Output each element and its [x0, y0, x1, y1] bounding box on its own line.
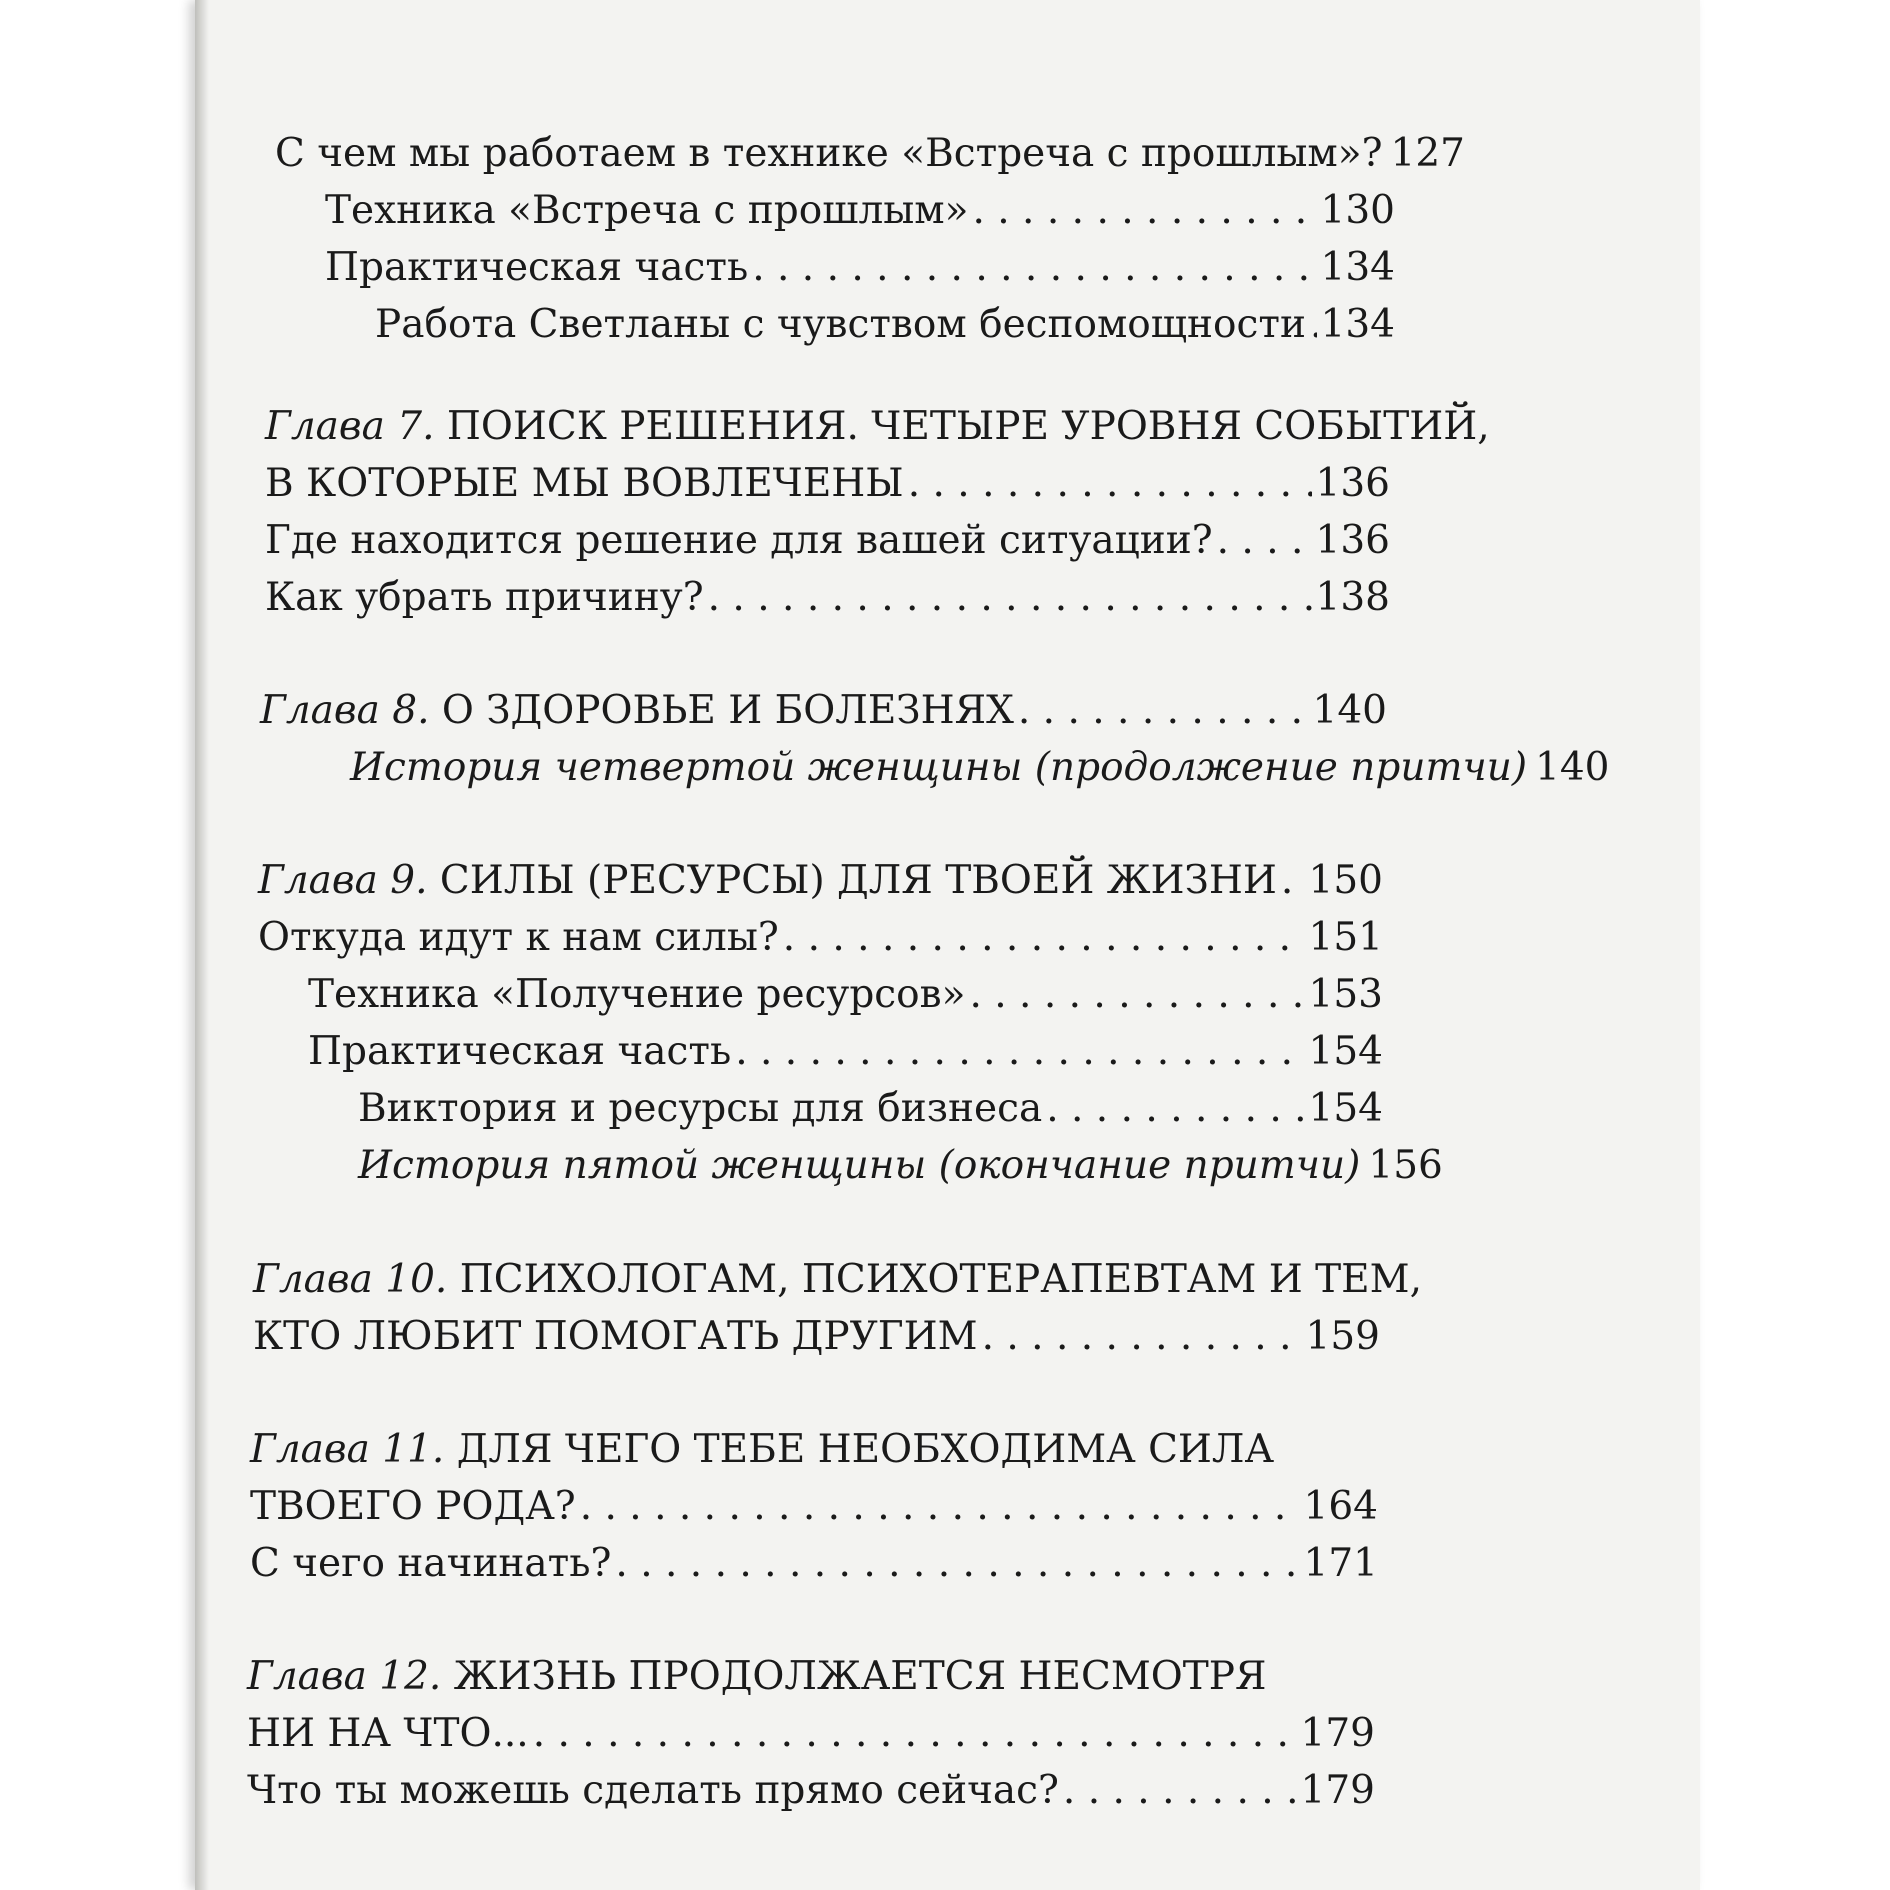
toc-page-number: 130 [1320, 188, 1395, 233]
chapter-label: Глава 9. [258, 858, 428, 903]
chapter-label: Глава 8. [260, 688, 430, 733]
leader-dots [580, 1478, 1300, 1535]
toc-entry-title: Практическая часть [308, 1029, 732, 1074]
toc-page-number: 154 [1308, 1029, 1383, 1074]
leader-dots [969, 966, 1304, 1023]
leader-dots [1063, 1762, 1297, 1819]
toc-entry [258, 909, 1383, 966]
chapter-title: ДЛЯ ЧЕГО ТЕБЕ НЕОБХОДИМА СИЛА [456, 1427, 1275, 1472]
toc-page-number: 136 [1315, 518, 1390, 563]
toc-entry [275, 125, 1465, 182]
toc-entry [250, 1535, 1378, 1592]
chapter-label: Глава 11. [250, 1427, 445, 1472]
chapter-label: Глава 7. [265, 404, 435, 449]
toc-entry [325, 182, 1395, 239]
toc-page-number: 150 [1308, 858, 1383, 903]
toc-entry [247, 1762, 1375, 1819]
toc-page-number: 127 [1390, 131, 1465, 176]
toc-entry-title: Практическая часть [325, 245, 749, 290]
chapter-title-continued: КТО ЛЮБИТ ПОМОГАТЬ ДРУГИМ [253, 1314, 978, 1359]
table-of-contents [195, 0, 1700, 1890]
leader-dots [533, 1705, 1297, 1762]
toc-page-number: 140 [1312, 688, 1387, 733]
toc-entry-title: Что ты можешь сделать прямо сейчас? [247, 1768, 1059, 1813]
chapter-title: ПСИХОЛОГАМ, ПСИХОТЕРАПЕВТАМ И ТЕМ, [459, 1257, 1422, 1302]
chapter-title: ЖИЗНЬ ПРОДОЛЖАЕТСЯ НЕСМОТРЯ [453, 1654, 1267, 1699]
chapter-label: Глава 12. [247, 1654, 442, 1699]
toc-entry [260, 682, 1387, 739]
toc-page-number: 179 [1300, 1768, 1375, 1813]
toc-entry-title: История пятой женщины (окончание притчи) [358, 1143, 1361, 1188]
toc-entry-title: Где находится решение для вашей ситуации? [265, 518, 1213, 563]
toc-entry-title: Виктория и ресурсы для бизнеса [358, 1086, 1043, 1131]
chapter-heading [247, 1648, 1267, 1705]
toc-page-number: 134 [1320, 245, 1395, 290]
leader-dots [708, 569, 1312, 626]
leader-dots [1046, 1080, 1304, 1137]
toc-page-number: 164 [1303, 1484, 1378, 1529]
toc-page-number: 171 [1303, 1541, 1378, 1586]
toc-entry-title: Откуда идут к нам силы? [258, 915, 779, 960]
chapter-title: СИЛЫ (РЕСУРСЫ) ДЛЯ ТВОЕЙ ЖИЗНИ [439, 858, 1277, 903]
leader-dots [783, 909, 1305, 966]
leader-dots [1281, 852, 1305, 909]
leader-dots [1217, 512, 1312, 569]
toc-entry [265, 569, 1390, 626]
chapter-title: ПОИСК РЕШЕНИЯ. ЧЕТЫРЕ УРОВНЯ СОБЫТИЙ, [446, 404, 1490, 449]
toc-entry [308, 966, 1383, 1023]
chapter-heading [250, 1421, 1274, 1478]
toc-page-number: 134 [1320, 302, 1395, 347]
toc-page-number: 156 [1368, 1143, 1443, 1188]
toc-entry-title: С чем мы работаем в технике «Встреча с прошлым»? [275, 131, 1383, 176]
book-page [195, 0, 1700, 1890]
toc-entry-title: Работа Светланы с чувством беспомощности [375, 302, 1306, 347]
toc-page-number: 140 [1535, 745, 1610, 790]
toc-page-number: 151 [1308, 915, 1383, 960]
toc-page-number: 138 [1315, 575, 1390, 620]
leader-dots [972, 182, 1316, 239]
toc-page-number: 153 [1308, 972, 1383, 1017]
toc-page-number: 159 [1305, 1314, 1380, 1359]
toc-entry-title: Как убрать причину? [265, 575, 704, 620]
leader-dots [908, 455, 1312, 512]
toc-entry-title: История четвертой женщины (продолжение притчи) [350, 745, 1528, 790]
toc-entry-title: Техника «Встреча с прошлым» [325, 188, 969, 233]
toc-entry [358, 1137, 1443, 1194]
leader-dots [1310, 296, 1317, 353]
toc-entry [375, 296, 1395, 353]
toc-page-number: 136 [1315, 461, 1390, 506]
chapter-heading [265, 398, 1490, 455]
leader-dots [1018, 682, 1309, 739]
toc-entry [350, 739, 1610, 796]
toc-entry [265, 512, 1390, 569]
toc-entry [258, 852, 1383, 909]
leader-dots [615, 1535, 1299, 1592]
toc-entry [308, 1023, 1383, 1080]
toc-entry [265, 455, 1390, 512]
toc-page-number: 154 [1308, 1086, 1383, 1131]
toc-entry [253, 1308, 1380, 1365]
chapter-title-continued: В КОТОРЫЕ МЫ ВОВЛЕЧЕНЫ [265, 461, 904, 506]
toc-entry [250, 1478, 1378, 1535]
toc-entry [325, 239, 1395, 296]
chapter-title-continued: ТВОЕГО РОДА? [250, 1484, 576, 1529]
toc-entry [247, 1705, 1375, 1762]
chapter-heading [253, 1251, 1422, 1308]
toc-entry-title: Техника «Получение ресурсов» [308, 972, 966, 1017]
leader-dots [735, 1023, 1304, 1080]
chapter-label: Глава 10. [253, 1257, 448, 1302]
chapter-title-continued: НИ НА ЧТО... [247, 1711, 529, 1756]
chapter-title: О ЗДОРОВЬЕ И БОЛЕЗНЯХ [441, 688, 1014, 733]
leader-dots [752, 239, 1316, 296]
toc-page-number: 179 [1300, 1711, 1375, 1756]
leader-dots [982, 1308, 1302, 1365]
toc-entry [358, 1080, 1383, 1137]
toc-entry-title: С чего начинать? [250, 1541, 612, 1586]
